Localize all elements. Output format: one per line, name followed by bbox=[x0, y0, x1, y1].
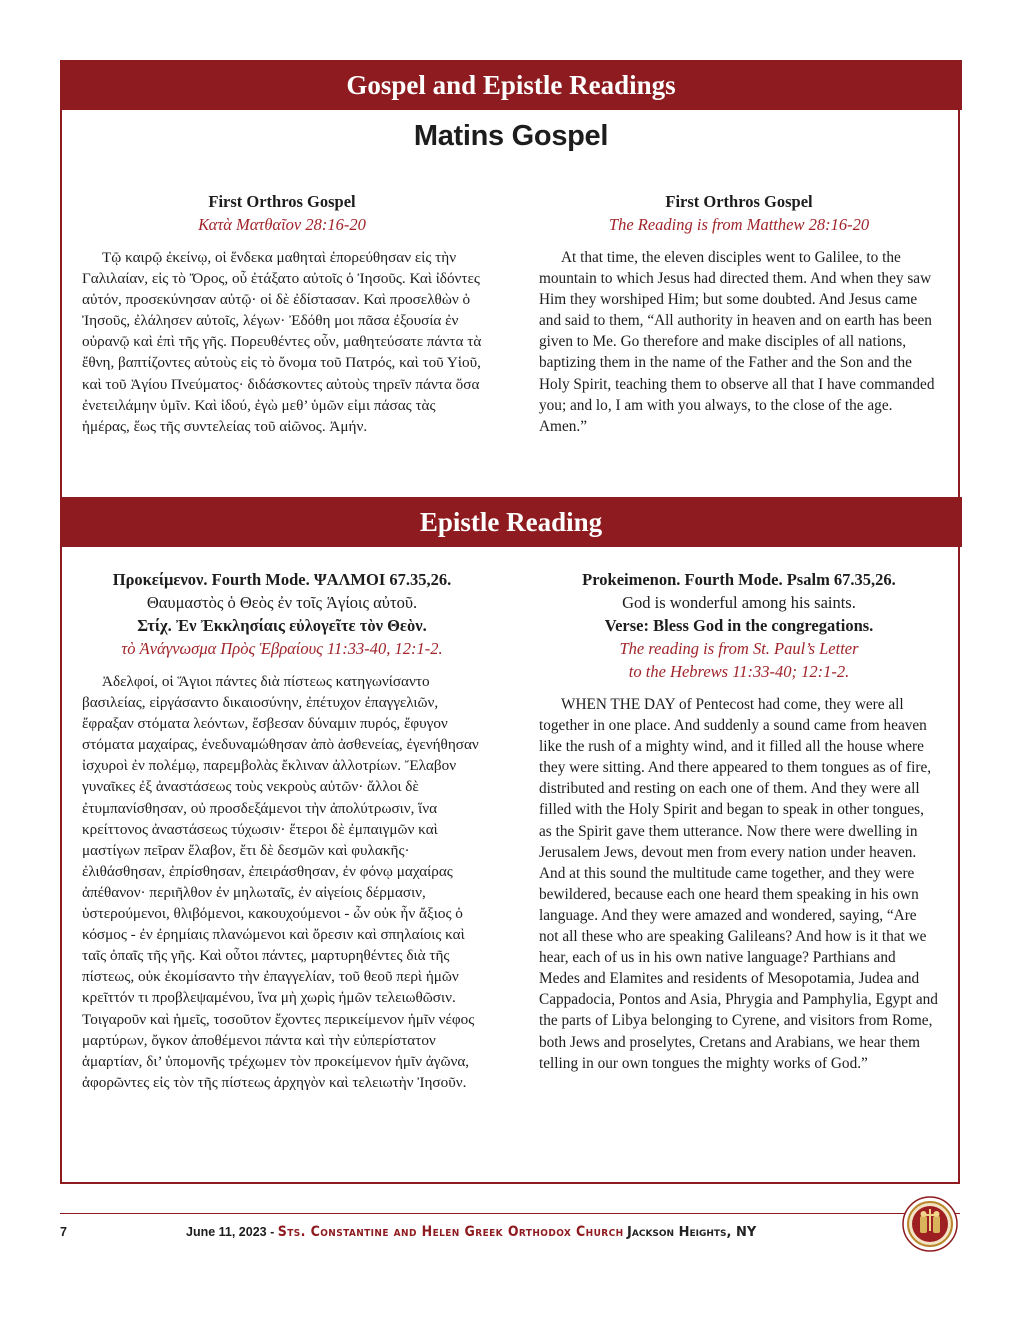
epistle-english-verse-line: God is wonderful among his saints. bbox=[622, 593, 856, 612]
gospel-greek-heading-block bbox=[82, 190, 482, 236]
footer-date: June 11, 2023 bbox=[186, 1225, 267, 1239]
gospel-greek-reference: Κατὰ Ματθαῖον 28:16-20 bbox=[198, 215, 366, 234]
gospel-greek-text: Τῷ καιρῷ ἐκείνῳ, οἱ ἕνδεκα μαθηταὶ ἐπορεύθησαν εἰς τὴν Γαλιλαίαν, εἰς τὸ Ὄρος, οὗ ἐτάξατο αὐτοῖς ὁ Ἰησοῦς. Καὶ ἰδόντες αὐτόν, προσεκύνησαν αὐτῷ· οἱ δὲ ἐδίστασαν. Καὶ προσελθὼν ὁ Ἰησοῦς, ἐλάλησεν αὐτοῖς, λέγων· Ἐδόθη μοι πᾶσα ἐξουσία ἐν οὐρανῷ καὶ ἐπὶ τῆς γῆς. Πορευθέντες οὖν, μαθητεύσατε πάντα τὰ ἔθνη, βαπτίζοντες αὐτοὺς εἰς τὸ ὄνομα τοῦ Πατρός, καὶ τοῦ Υἱοῦ, καὶ τοῦ Ἁγίου Πνεύματος· διδάσκοντες αὐτοὺς τηρεῖν πάντα ὅσα ἐνετειλάμην ὑμῖν. Καὶ ἰδού, ἐγὼ μεθ’ ὑμῶν εἰμι πάσας τὰς ἡμέρας, ἕως τῆς συντελείας τοῦ αἰῶνος. Ἀμήν. bbox=[82, 249, 482, 435]
epistle-greek-verse-line: Θαυμαστὸς ὁ Θεὸς ἐν τοῖς Ἁγίοις αὐτοῦ. bbox=[146, 593, 418, 612]
epistle-english-text: WHEN THE DAY of Pentecost had come, they were all together in one place. And suddenly a sound came from heaven like the rush of a mighty wind, and it filled all the house where they were sitting. And there appeared to them tongues as of fire, distributed and resting on each one of them. And they were all filled with the Holy Spirit and began to speak in other tongues, as the Spirit gave them utterance. Now there were dwelling in Jerusalem Jews, devout men from every nation under heaven. And at this sound the multitude came together, and they were bewildered, because each one heard them speaking in his own language. And they were amazed and wondered, saying, “Are not all these who are speaking Galileans? And how is it that we hear, each of us in his own native language? Parthians and Medes and Elamites and residents of Mesopotamia, Judea and Cappadocia, Pontos and Asia, Phrygia and Pamphylia, Egypt and the parts of Libya belonging to Cyrene, and visitors from Rome, both Jews and proselytes, Cretans and Arabians, we hear them telling in our own tongues the mighty works of God.” bbox=[539, 696, 938, 1072]
gospel-greek-heading: First Orthros Gospel bbox=[208, 192, 356, 211]
epistle-english-stich: Verse: Bless God in the congregations. bbox=[604, 616, 874, 635]
epistle-english-column bbox=[539, 568, 939, 1074]
gospel-english-heading-block bbox=[539, 190, 939, 236]
epistle-section-title: Epistle Reading bbox=[60, 497, 962, 547]
epistle-greek-heading-block bbox=[82, 568, 482, 660]
parish-seal-icon bbox=[902, 1196, 958, 1252]
page-number: 7 bbox=[60, 1225, 67, 1239]
epistle-greek-reference: τὸ Ἀνάγνωσμα Πρὸς Ἑβραίους 11:33-40, 12:1-2. bbox=[121, 639, 443, 658]
epistle-english-prokeimenon: Prokeimenon. Fourth Mode. Psalm 67.35,26. bbox=[582, 570, 896, 589]
footer-church-name: Sts. Constantine and Helen Greek Orthodox Church bbox=[277, 1224, 624, 1240]
footer-rule bbox=[60, 1213, 960, 1214]
gospel-english-heading: First Orthros Gospel bbox=[665, 192, 813, 211]
footer-text bbox=[186, 1220, 756, 1244]
epistle-greek-stich: Στίχ. Ἐν Ἐκκλησίαις εὐλογεῖτε τὸν Θεὸν. bbox=[137, 616, 427, 635]
footer-city: Jackson Heights, NY bbox=[627, 1225, 757, 1240]
gospel-english-text: At that time, the eleven disciples went to Galilee, to the mountain to which Jesus had directed them. And when they saw Him they worshiped Him; but some doubted. And Jesus came and said to them, “All authority in heaven and on earth has been given to Me. Go therefore and make disciples of all nations, baptizing them in the name of the Father and the Son and the Holy Spirit, teaching them to observe all that I have commanded you; and lo, I am with you always, to the close of the age. Amen.” bbox=[539, 249, 935, 435]
page-title: Gospel and Epistle Readings bbox=[60, 60, 962, 110]
gospel-greek-column bbox=[82, 190, 482, 437]
footer-separator: - bbox=[266, 1225, 278, 1239]
epistle-greek-prokeimenon: Προκείμενον. Fourth Mode. ΨΑΛΜΟΙ 67.35,26. bbox=[112, 570, 452, 589]
epistle-greek-text: Ἀδελφοί, οἱ Ἅγιοι πάντες διὰ πίστεως κατηγωνίσαντο βασιλείας, εἰργάσαντο δικαιοσύνην, ἐπέτυχον ἐπαγγελιῶν, ἔφραξαν στόματα λεόντων, ἔσβεσαν δύναμιν πυρός, ἔφυγον στόματα μαχαίρας, ἐνεδυναμώθησαν ἀπὸ ἀσθενείας, ἐγενήθησαν ἰσχυροὶ ἐν πολέμῳ, παρεμβολὰς ἔκλιναν ἀλλοτρίων. Ἔλαβον γυναῖκες ἐξ ἀναστάσεως τοὺς νεκροὺς αὐτῶν· ἄλλοι δὲ ἐτυμπανίσθησαν, οὐ προσδεξάμενοι τὴν ἀπολύτρωσιν, ἵνα κρείττονος ἀναστάσεως τύχωσιν· ἕτεροι δὲ ἐμπαιγμῶν καὶ μαστίγων πεῖραν ἔλαβον, ἔτι δὲ δεσμῶν καὶ φυλακῆς· ἐλιθάσθησαν, ἐπρίσθησαν, ἐπειράσθησαν, ἐν φόνῳ μαχαίρας ἀπέθανον· περιῆλθον ἐν μηλωταῖς, ἐν αἰγείοις δέρμασιν, ὑστερούμενοι, θλιβόμενοι, κακουχούμενοι - ὧν οὐκ ἦν ἄξιος ὁ κόσμος - ἐν ἐρημίαις πλανώμενοι καὶ ὄρεσιν καὶ σπηλαίοις καὶ ταῖς ὀπαῖς τῆς γῆς. Καὶ οὗτοι πάντες, μαρτυρηθέντες διὰ τῆς πίστεως, οὐκ ἐκομίσαντο τὴν ἐπαγγελίαν, τοῦ θεοῦ περὶ ἡμῶν κρεῖττόν τι προβλεψαμένου, ἵνα μὴ χωρὶς ἡμῶν τελειωθῶσιν. Τοιγαροῦν καὶ ἡμεῖς, τοσοῦτον ἔχοντες περικείμενον ἡμῖν νέφος μαρτύρων, ὄγκον ἀποθέμενοι πάντα καὶ τὴν εὐπερίστατον ἁμαρτίαν, δι’ ὑπομονῆς τρέχωμεν τὸν προκείμενον ἡμῖν ἀγῶνα, ἀφορῶντες εἰς τὸν τῆς πίστεως ἀρχηγὸν καὶ τελειωτὴν Ἰησοῦν. bbox=[82, 673, 479, 1091]
gospel-english-reference: The Reading is from Matthew 28:16-20 bbox=[608, 215, 870, 234]
matins-gospel-title: Matins Gospel bbox=[413, 120, 609, 152]
epistle-english-reference-line-1: The reading is from St. Paul’s Letter bbox=[619, 639, 859, 658]
epistle-english-reference-line-2: to the Hebrews 11:33-40; 12:1-2. bbox=[628, 662, 850, 681]
epistle-greek-column bbox=[82, 568, 482, 1093]
gospel-english-column bbox=[539, 190, 939, 437]
epistle-english-heading-block bbox=[539, 568, 939, 683]
